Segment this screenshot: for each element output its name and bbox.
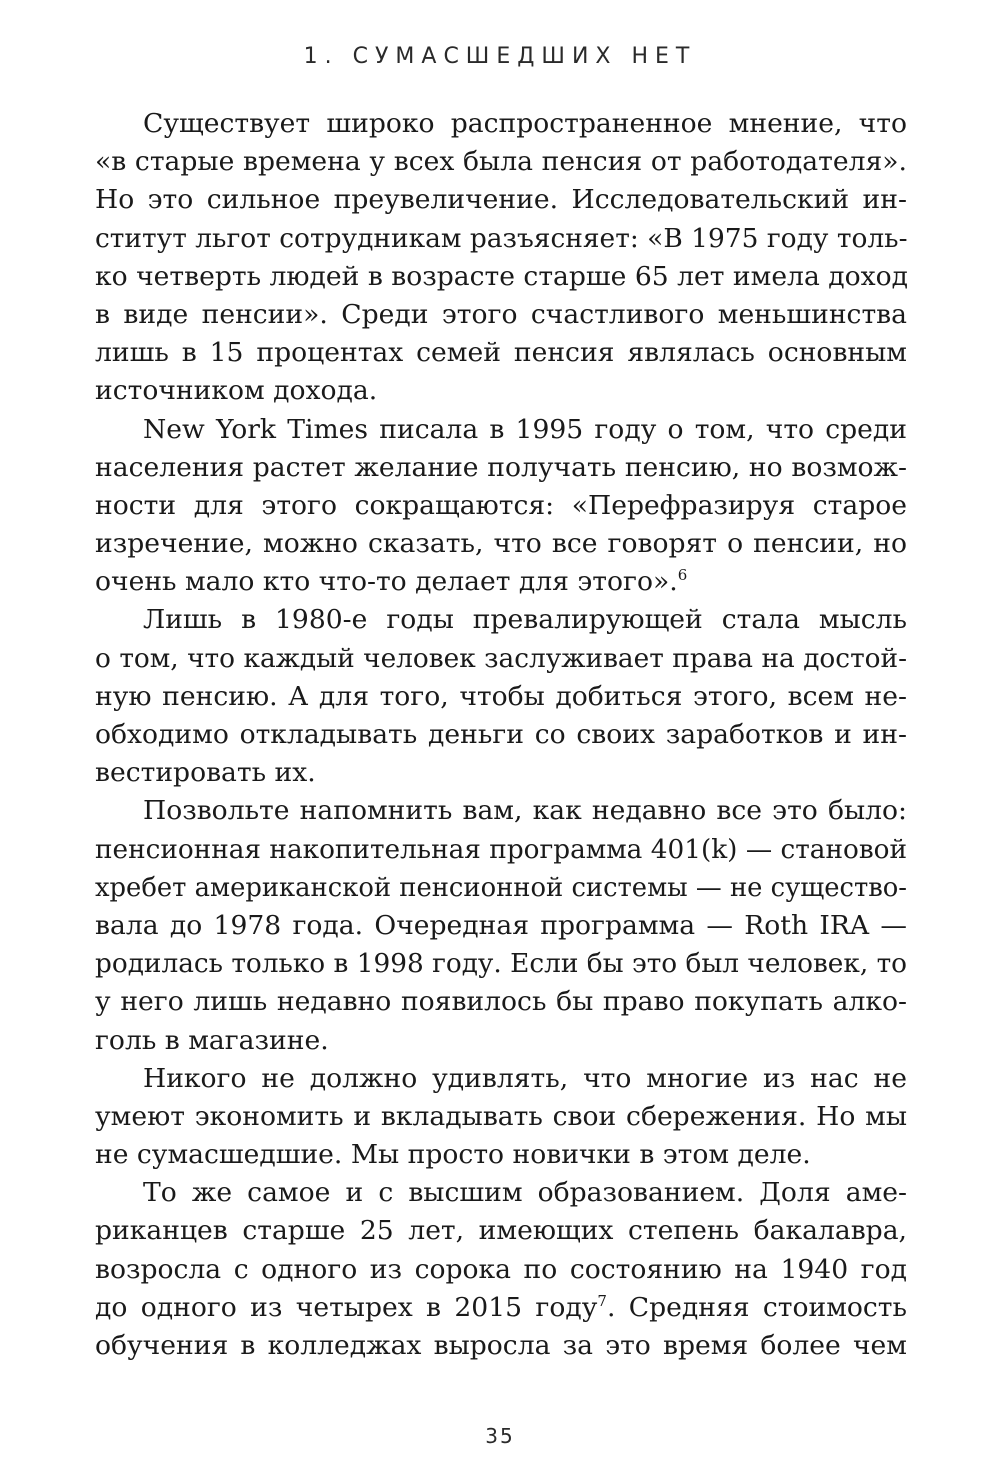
text-segment: до одного из четырех в 2015 году [95,1291,598,1323]
page-number: 35 [485,1424,515,1448]
text-line: обходимо откладывать деньги со своих заработков и ин- [95,719,907,750]
text-line: изречение, можно сказать, что все говорят о пенсии, но [95,528,907,560]
text-segment: . Средняя стоимость [606,1291,907,1323]
running-head: 1. СУМАСШЕДШИХ НЕТ [303,44,697,69]
text-line: родилась только в 1998 году. Если бы это был человек, то [95,949,907,980]
text-line: возросла с одного из сорока по состоянию на 1940 год [95,1253,907,1285]
text-line: о том, что каждый человек заслуживает права на достой- [95,643,907,674]
text-line: хребет американской пенсионной системы — не существо- [95,872,907,903]
text-line: в виде пенсии». Среди этого счастливого меньшинства [95,298,907,330]
text-line: пенсионная накопительная программа 401(k) — становой [95,834,907,865]
footnote-marker-7[interactable]: 7 [597,1291,607,1310]
text-line-with-footnote [95,563,907,601]
text-line-with-footnote [95,1289,907,1327]
text-line: умеют экономить и вкладывать свои сбережения. Но мы [95,1100,907,1132]
text-line: не сумасшедшие. Мы просто новички в этом деле. [95,1139,811,1171]
text-line: То же самое и с высшим образованием. Доля аме- [143,1177,907,1209]
text-line: ную пенсию. А для того, чтобы добиться этого, всем не- [95,680,907,712]
text-line: у него лишь недавно появилось бы право покупать алко- [95,986,907,1018]
text-line: «в старые времена у всех была пенсия от работодателя». [95,146,907,178]
text-line: вала до 1978 года. Очередная программа — Roth IRA — [95,909,907,941]
text-line: Никого не должно удивлять, что многие из нас не [143,1062,907,1094]
text-line: Существует широко распространенное мнение, что [143,108,907,139]
text-line: голь в магазине. [95,1024,329,1056]
text-line: риканцев старше 25 лет, имеющих степень бакалавра, [95,1215,907,1247]
footnote-marker-6[interactable]: 6 [677,566,688,585]
text-line: Но это сильное преувеличение. Исследовательский ин- [95,184,907,216]
text-line: лишь в 15 процентах семей пенсия являлась основным [95,337,907,369]
text-line: Лишь в 1980-е годы превалирующей стала мысль [143,604,907,636]
text-line: New York Times писала в 1995 году о том, что среди [143,413,907,445]
text-line: источником дохода. [95,375,378,407]
text-line: населения растет желание получать пенсию, но возмож- [95,451,907,483]
text-line: Позвольте напомнить вам, как недавно все это было: [143,795,907,827]
body-text [95,105,907,1365]
text-line: ности для этого сокращаются: «Перефразируя старое [95,489,907,521]
text-line: ститут льгот сотрудникам разъясняет: «В 1975 году толь- [95,222,908,254]
text-line: ко четверть людей в возрасте старше 65 лет имела доход [95,260,909,292]
text-line: обучения в колледжах выросла за это время более чем [95,1330,907,1361]
text-segment: очень мало кто что-то делает для этого». [95,566,678,598]
text-line: вестировать их. [95,757,316,789]
